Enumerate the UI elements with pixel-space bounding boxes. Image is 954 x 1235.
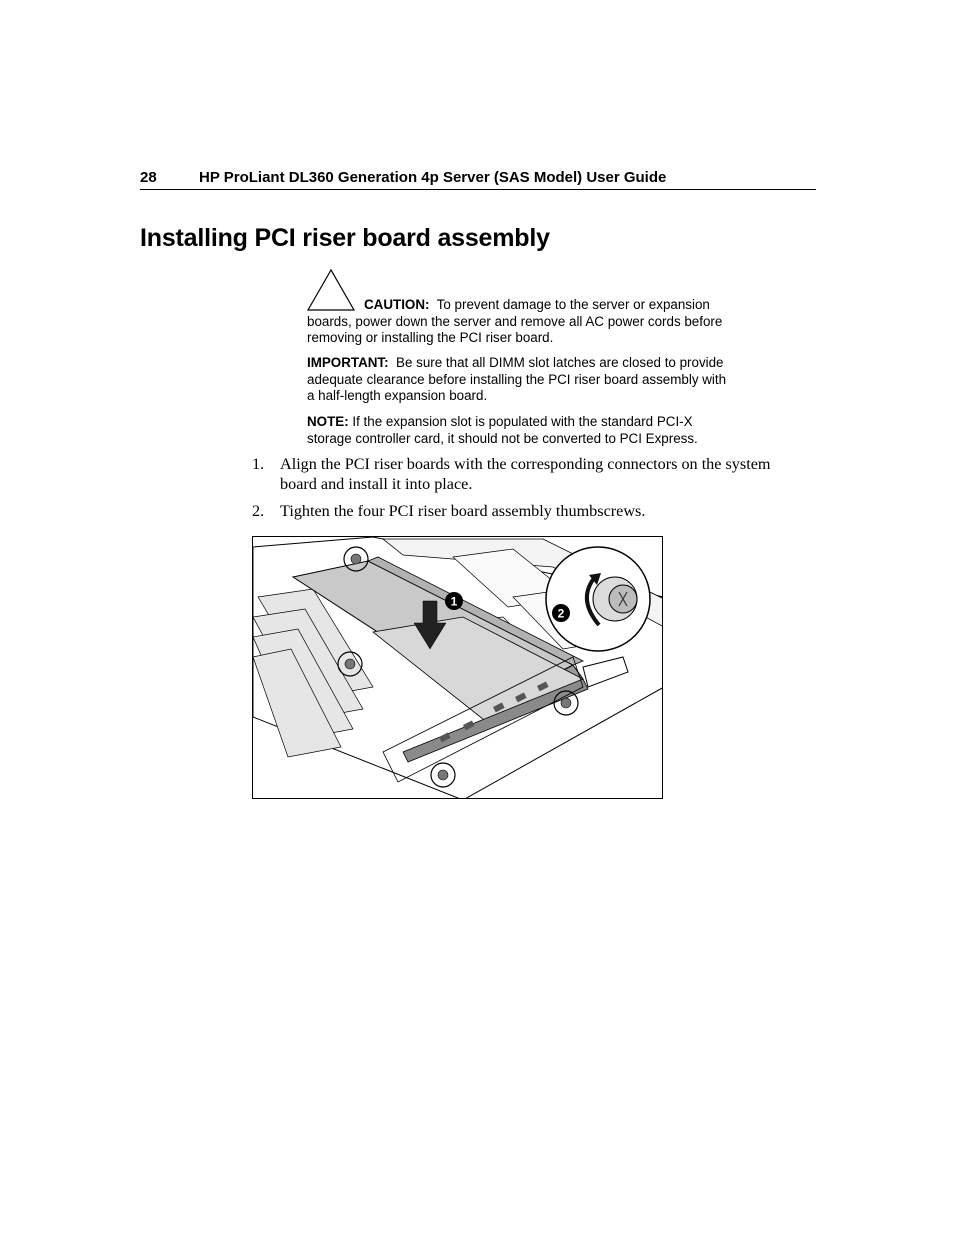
important-notice [307, 355, 757, 405]
caution-text-2: boards, power down the server and remove all AC power cords before [307, 313, 723, 329]
page-number: 28 [140, 169, 157, 186]
riser-installation-illustration [252, 536, 663, 799]
step-text-1: Tighten the four PCI riser board assembly thumbscrews. [280, 502, 646, 520]
step-text-1: Align the PCI riser boards with the corresponding connectors on the system [280, 455, 771, 473]
caution-text-1: To prevent damage to the server or expansion [436, 297, 710, 312]
riser-illustration-drawing [253, 537, 663, 799]
note-text-2: storage controller card, it should not be converted to PCI Express. [307, 430, 698, 446]
section-title: Installing PCI riser board assembly [140, 224, 550, 252]
caution-text-3: removing or installing the PCI riser board. [307, 330, 554, 345]
note-label: NOTE: [307, 414, 349, 429]
running-header [140, 168, 816, 190]
note-text-1: If the expansion slot is populated with the standard PCI-X [352, 414, 693, 429]
step-2 [252, 502, 812, 522]
important-text-1: Be sure that all DIMM slot latches are closed to provide [396, 355, 724, 370]
caution-notice [307, 297, 757, 347]
important-label: IMPORTANT: [307, 355, 389, 370]
caution-label: CAUTION: [364, 297, 430, 312]
procedure-steps [252, 455, 812, 530]
callout-2: 2 [557, 606, 565, 621]
callout-1: 1 [450, 594, 458, 609]
step-number: 2. [252, 502, 265, 520]
step-number: 1. [252, 455, 265, 473]
step-text-2: board and install it into place. [280, 474, 473, 493]
step-1 [252, 455, 812, 494]
important-text-2: adequate clearance before installing the PCI riser board assembly with [307, 371, 727, 387]
guide-title: HP ProLiant DL360 Generation 4p Server (SAS Model) User Guide [199, 169, 667, 186]
important-text-3: a half-length expansion board. [307, 388, 488, 403]
note-notice [307, 414, 757, 447]
